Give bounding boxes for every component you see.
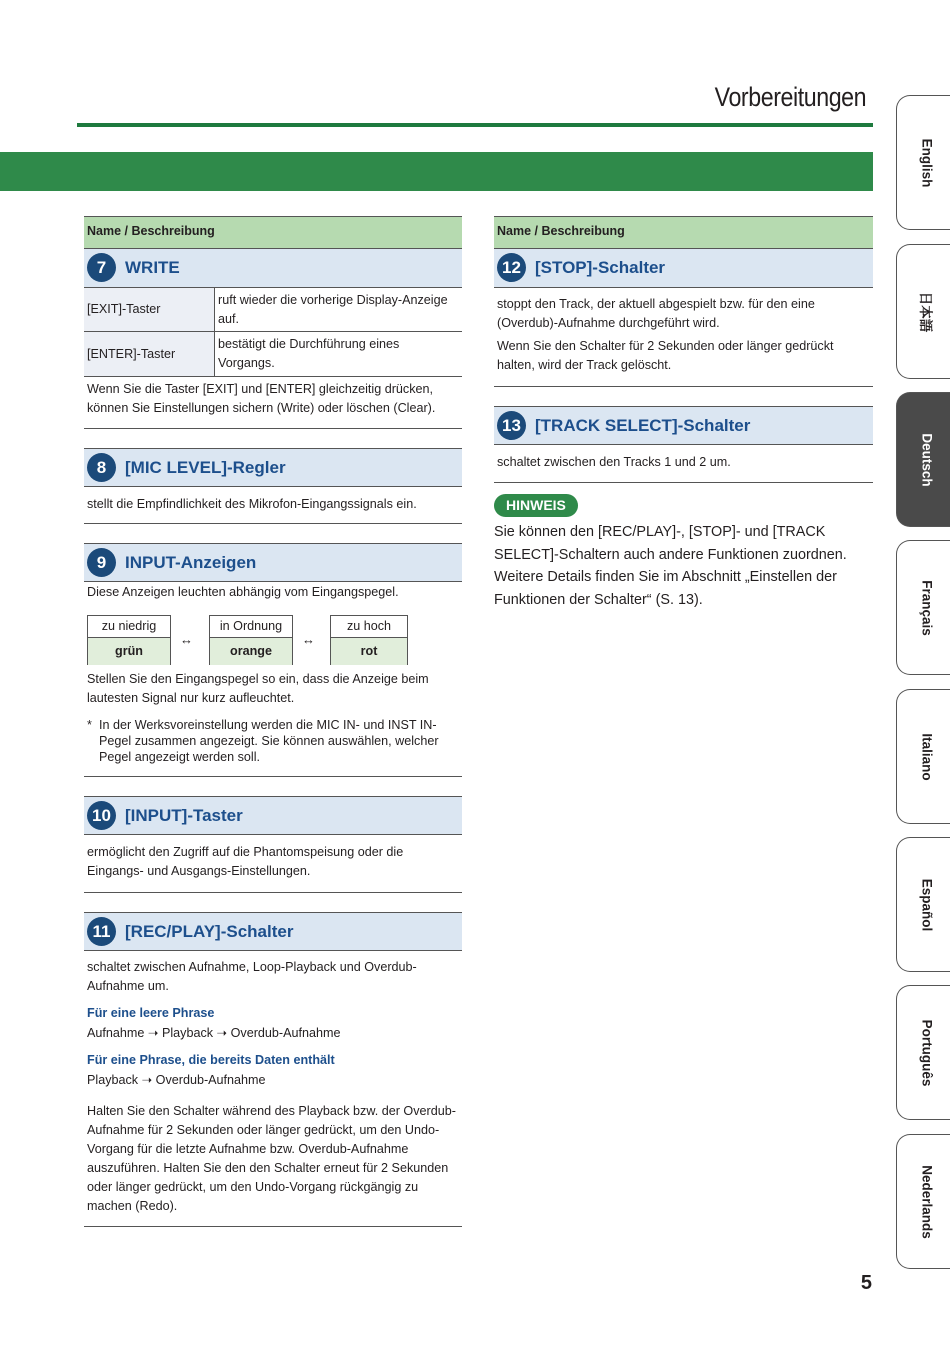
double-arrow-icon: ↔ [302, 632, 315, 647]
section-header-write [84, 249, 462, 288]
level-label: in Ordnung [210, 616, 292, 638]
hinweis-text: Sie können den [REC/PLAY]-, [STOP]- und [TRACK SELECT]-Schaltern auch andere Funktionen zuordnen. Weitere Details finden Sie im Abschnitt „Einstellen der Funktionen der Schalter“ (S. 13). [494, 524, 847, 608]
section-title: INPUT-Anzeigen [125, 553, 257, 572]
level-low-box [87, 615, 171, 665]
section-number-badge: 7 [87, 253, 116, 282]
page-number: 5 [860, 1272, 872, 1294]
level-ok-box [209, 615, 293, 665]
tab-portugues[interactable] [896, 985, 950, 1120]
subheading-empty-phrase: Für eine leere Phrase [87, 1006, 215, 1020]
tab-deutsch[interactable] [896, 392, 950, 527]
tab-label: Nederlands [919, 1164, 934, 1239]
mic-level-text: stellt die Empfindlichkeit des Mikrofon-Eingangssignals ein. [84, 487, 462, 524]
section-number-badge: 12 [497, 253, 526, 282]
section-title: [REC/PLAY]-Schalter [125, 922, 294, 941]
tab-label: Deutsch [919, 432, 934, 487]
write-table [84, 288, 462, 377]
section-header-input-button [84, 796, 462, 835]
input-note: In der Werksvoreinstellung werden die MIC IN- und INST IN-Pegel zusammen angezeigt. Sie können auswählen, welcher Pegel angezeigt werden soll. [99, 718, 439, 764]
table-header: Name / Beschreibung [494, 216, 873, 249]
tab-label: Español [919, 878, 934, 931]
stop-body [494, 288, 873, 387]
section-header-stop [494, 249, 873, 288]
table-row [84, 332, 462, 377]
left-column [84, 216, 462, 1227]
level-color: orange [210, 638, 292, 665]
row-value: bestätigt die Durchführung eines Vorgangs. [215, 332, 463, 377]
section-number-badge: 8 [87, 453, 116, 482]
level-label: zu niedrig [88, 616, 170, 638]
stop-text: stoppt den Track, der aktuell abgespielt bzw. für den eine (Overdub)-Aufnahme durchgeführt wird. [497, 297, 815, 330]
tab-italiano[interactable] [896, 689, 950, 824]
section-title: [TRACK SELECT]-Schalter [535, 416, 751, 435]
row-key: [EXIT]-Taster [84, 288, 215, 332]
tab-label: Português [919, 1019, 934, 1086]
tab-label: Français [919, 579, 934, 636]
tab-japanese[interactable] [896, 244, 950, 379]
row-value: ruft wieder die vorherige Display-Anzeige auf. [215, 288, 463, 332]
section-title: WRITE [125, 258, 180, 277]
tab-label: Italiano [919, 732, 934, 781]
write-note: Wenn Sie die Taster [EXIT] und [ENTER] gleichzeitig drücken, können Sie Einstellungen sichern (Write) oder löschen (Clear). [84, 377, 462, 429]
note-asterisk: * [87, 718, 92, 732]
input-text: Stellen Sie den Eingangspegel so ein, dass die Anzeige beim lautesten Signal nur kurz aufleuchtet. [87, 672, 429, 705]
title-rule [77, 123, 873, 127]
hinweis-badge: HINWEIS [494, 494, 578, 517]
section-title: [INPUT]-Taster [125, 806, 243, 825]
rec-play-text: schaltet zwischen Aufnahme, Loop-Playback und Overdub-Aufnahme um. [87, 960, 417, 993]
section-header-input-indicators [84, 543, 462, 582]
table-row [84, 288, 462, 332]
tab-english[interactable] [896, 95, 950, 230]
track-select-text: schaltet zwischen den Tracks 1 und 2 um. [494, 445, 873, 483]
level-label: zu hoch [331, 616, 407, 638]
section-number-badge: 13 [497, 411, 526, 440]
stop-hold-text: Wenn Sie den Schalter für 2 Sekunden oder länger gedrückt halten, wird der Track gelöscht. [497, 339, 834, 372]
table-header: Name / Beschreibung [84, 216, 462, 249]
row-key: [ENTER]-Taster [84, 332, 215, 377]
tab-francais[interactable] [896, 540, 950, 675]
page-title: Vorbereitungen [714, 82, 866, 112]
section-number-badge: 11 [87, 917, 116, 946]
input-button-text: ermöglicht den Zugriff auf die Phantomspeisung oder die Eingangs- und Ausgangs-Einstellungen. [84, 835, 462, 893]
tab-label: English [919, 138, 934, 187]
input-indicators-body [84, 582, 462, 777]
flow-empty-phrase: Aufnahme ➝ Playback ➝ Overdub-Aufnahme [87, 1026, 341, 1040]
input-intro: Diese Anzeigen leuchten abhängig vom Eingangspegel. [87, 585, 399, 599]
double-arrow-icon: ↔ [180, 632, 193, 647]
tab-espanol[interactable] [896, 837, 950, 972]
section-header-rec-play [84, 912, 462, 951]
section-number-badge: 9 [87, 548, 116, 577]
section-title: [MIC LEVEL]-Regler [125, 458, 286, 477]
level-color: rot [331, 638, 407, 665]
undo-redo-text: Halten Sie den Schalter während des Playback bzw. der Overdub-Aufnahme für 2 Sekunden oder länger gedrückt, um den Undo-Vorgang für die letzte Aufnahme bzw. Overdub-Aufnahme auszuführen. Halten Sie den den Schalter erneut für 2 Sekunden oder länger gedrückt, um den Undo-Vorgang rückgängig zu machen (Redo). [87, 1104, 456, 1213]
tab-label: 日本語 [917, 291, 933, 332]
right-column [494, 216, 873, 483]
flow-existing-phrase: Playback ➝ Overdub-Aufnahme [87, 1073, 266, 1087]
level-color: grün [88, 638, 170, 665]
section-header-mic-level [84, 448, 462, 487]
tab-nederlands[interactable] [896, 1134, 950, 1269]
section-band [0, 152, 873, 191]
section-header-track-select [494, 406, 873, 445]
level-high-box [330, 615, 408, 665]
rec-play-body [84, 951, 462, 1227]
subheading-existing-phrase: Für eine Phrase, die bereits Daten enthält [87, 1053, 335, 1067]
section-number-badge: 10 [87, 801, 116, 830]
section-title: [STOP]-Schalter [535, 258, 666, 277]
